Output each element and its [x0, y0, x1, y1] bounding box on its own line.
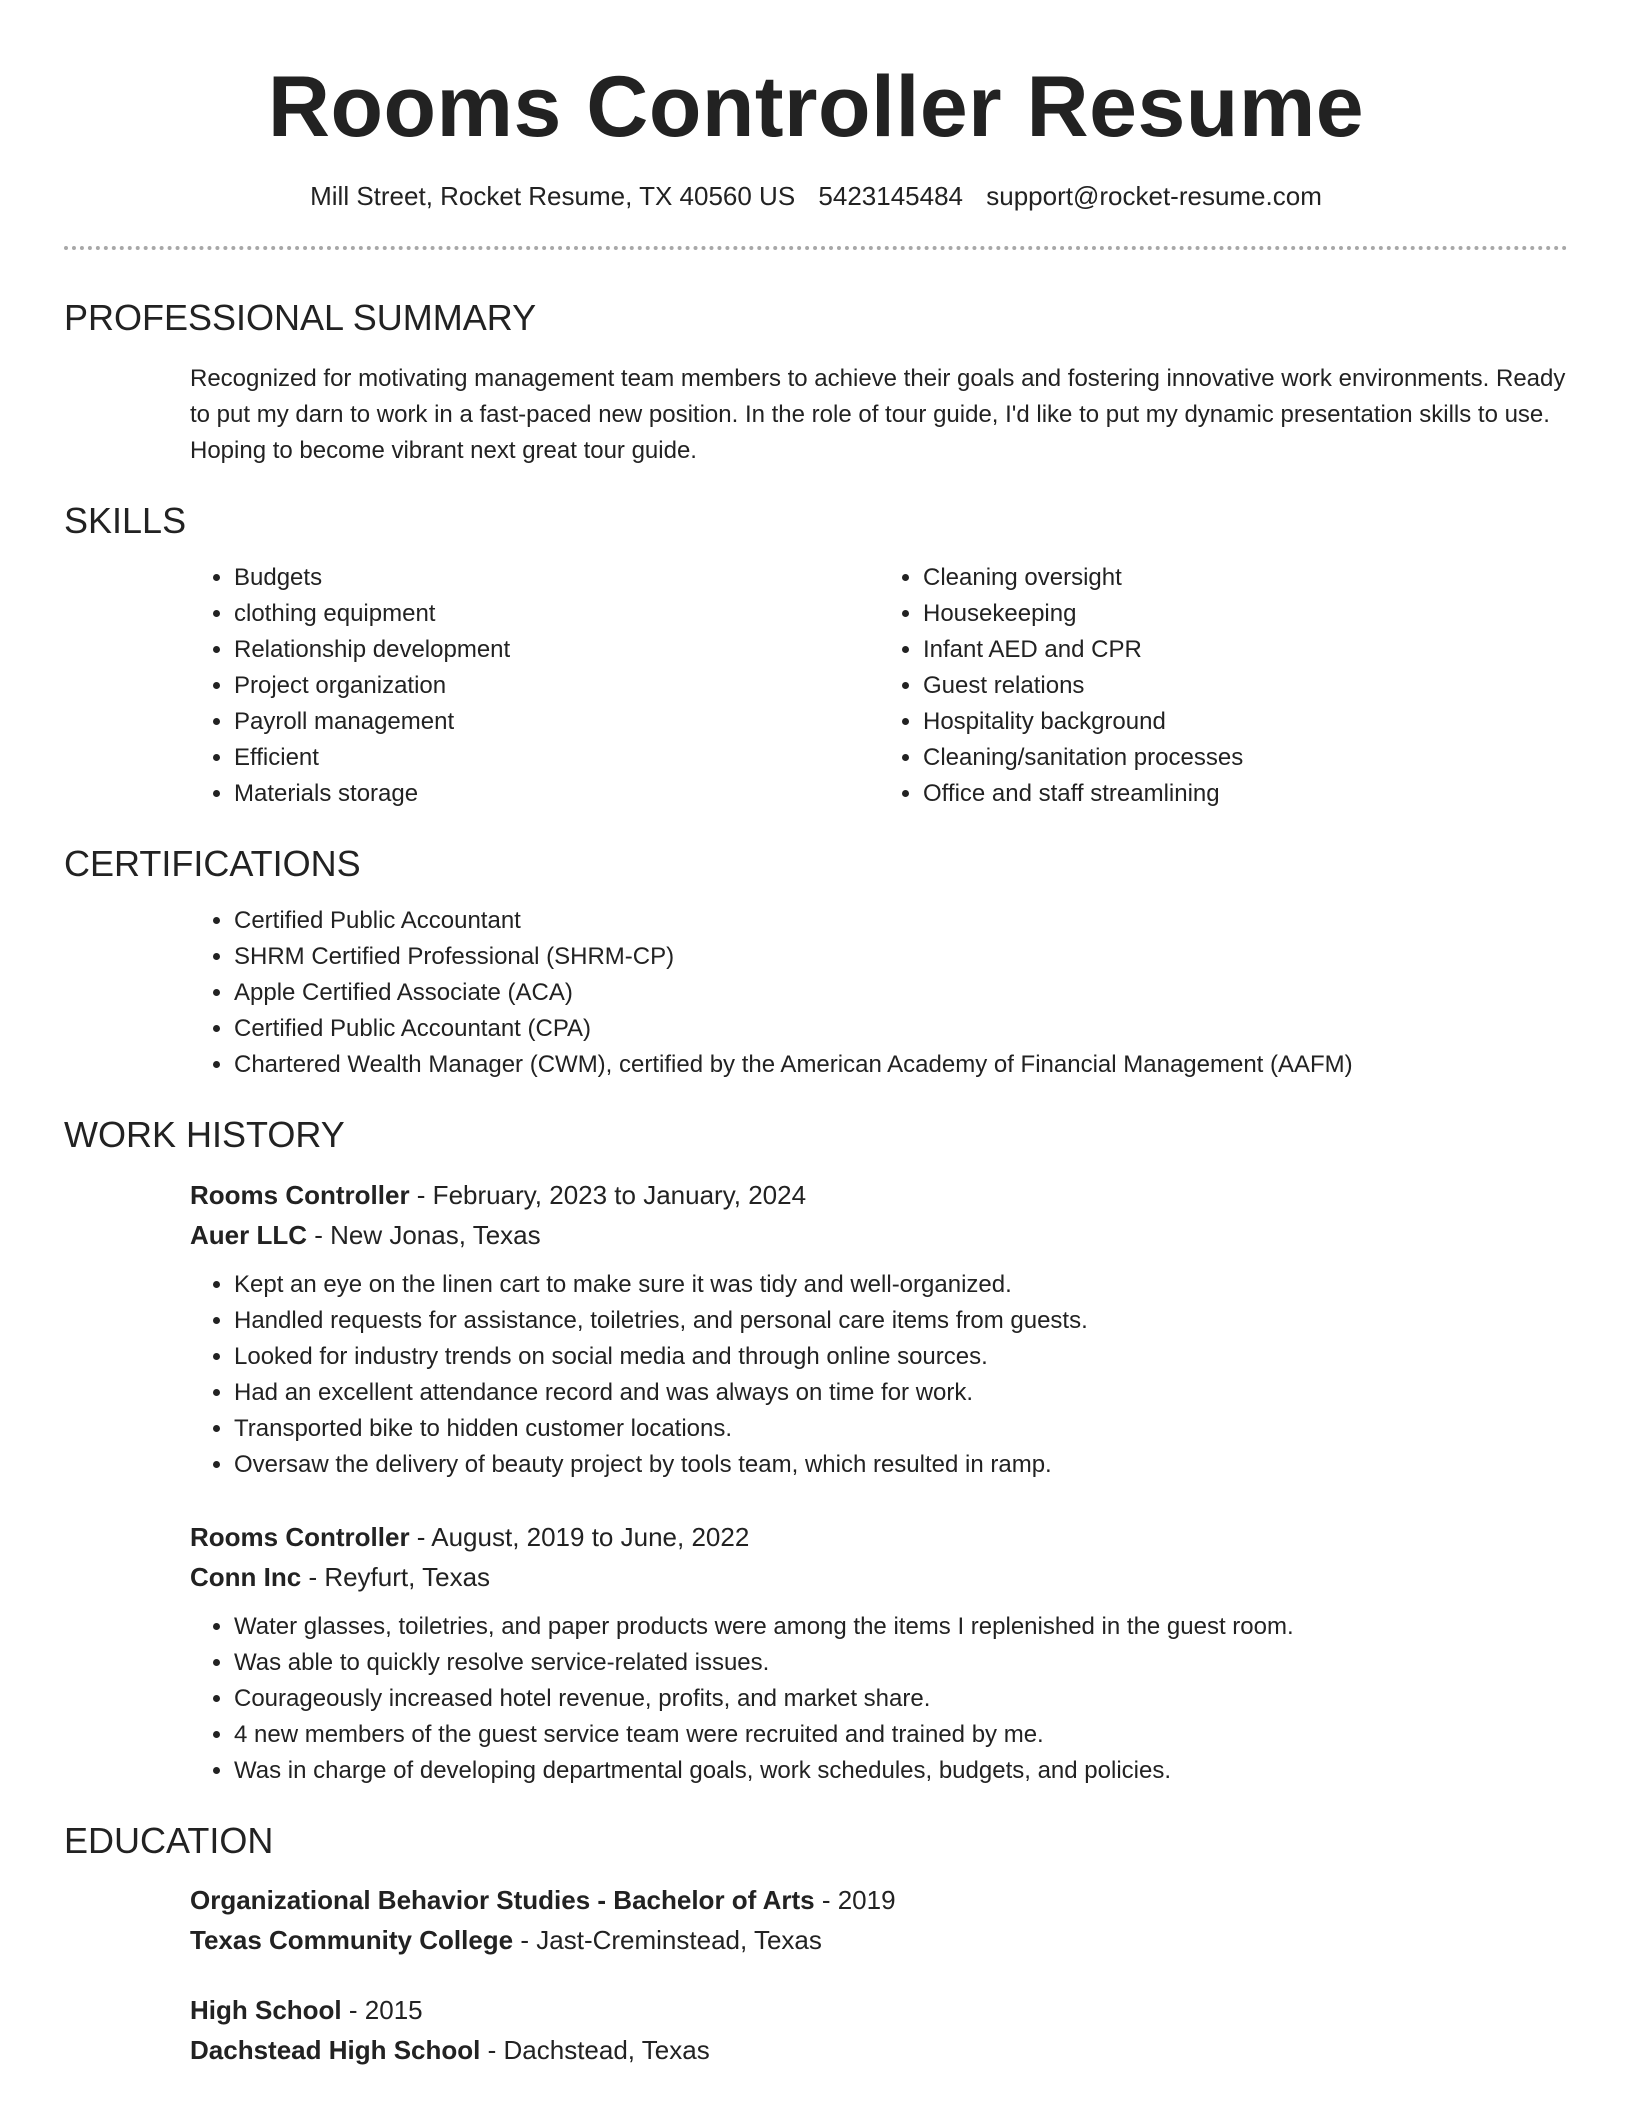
job-bullets: [190, 1267, 1568, 1483]
job-bullet: • Was in charge of developing departmental goals, work schedules, budgets, and policies.: [234, 1753, 1568, 1789]
skill-item: • Materials storage: [234, 776, 879, 812]
skill-item: • Cleaning oversight: [923, 560, 1568, 596]
job-location: - New Jonas, Texas: [307, 1219, 541, 1250]
job-company-line: [190, 1215, 1568, 1255]
header-divider: [64, 246, 1568, 250]
education-entry: [190, 1990, 1568, 2070]
certification-item: • SHRM Certified Professional (SHRM-CP): [234, 939, 1568, 975]
education-degree-line: [190, 1990, 1568, 2030]
education-school: Texas Community College: [190, 1924, 514, 1955]
job-bullet: • Courageously increased hotel revenue, profits, and market share.: [234, 1681, 1568, 1717]
education-degree-line: [190, 1880, 1568, 1920]
job-title-line: [190, 1517, 1568, 1557]
contact-line: [64, 181, 1568, 212]
job-entry: [190, 1517, 1568, 1789]
education-school: Dachstead High School: [190, 2034, 481, 2065]
skill-item: • Payroll management: [234, 704, 879, 740]
skill-item: • Budgets: [234, 560, 879, 596]
skill-item: • Efficient: [234, 740, 879, 776]
job-bullet: • Oversaw the delivery of beauty project by tools team, which resulted in ramp.: [234, 1447, 1568, 1483]
job-location: - Reyfurt, Texas: [301, 1561, 491, 1592]
education-degree: Organizational Behavior Studies - Bachelor of Arts: [190, 1884, 815, 1915]
skill-item: • Hospitality background: [923, 704, 1568, 740]
job-company: Conn Inc: [190, 1561, 302, 1592]
summary-heading: PROFESSIONAL SUMMARY: [64, 296, 537, 338]
skill-item: • Housekeeping: [923, 596, 1568, 632]
skills-columns: [190, 560, 1568, 812]
skills-heading: SKILLS: [64, 500, 187, 542]
skills-list-right: [879, 560, 1568, 812]
work-history-section: [64, 1113, 1568, 1788]
education-degree: High School: [190, 1994, 342, 2025]
job-company-line: [190, 1557, 1568, 1597]
skill-item: • Relationship development: [234, 632, 879, 668]
work-history-heading: WORK HISTORY: [64, 1114, 345, 1156]
education-school-line: [190, 1920, 1568, 1960]
certifications-list: [190, 903, 1568, 1083]
job-title: Rooms Controller: [190, 1179, 410, 1210]
job-bullet: • Transported bike to hidden customer locations.: [234, 1411, 1568, 1447]
contact-phone: 5423145484: [818, 180, 964, 211]
job-entry: [190, 1175, 1568, 1483]
summary-section: [64, 296, 1568, 469]
education-section: [64, 1819, 1568, 2070]
job-bullet: • Looked for industry trends on social media and through online sources.: [234, 1339, 1568, 1375]
certification-item: • Certified Public Accountant: [234, 903, 1568, 939]
education-year: - 2019: [814, 1884, 896, 1915]
skill-item: • Project organization: [234, 668, 879, 704]
education-year: - 2015: [341, 1994, 423, 2025]
skills-list-left: [190, 560, 879, 812]
skill-item: • clothing equipment: [234, 596, 879, 632]
job-title: Rooms Controller: [190, 1521, 410, 1552]
skills-section: [64, 499, 1568, 812]
certification-item: • Chartered Wealth Manager (CWM), certified by the American Academy of Financial Management (AAFM): [234, 1047, 1568, 1083]
education-location: - Jast-Creminstead, Texas: [513, 1924, 822, 1955]
contact-email: support@rocket-resume.com: [986, 180, 1322, 211]
certification-item: • Certified Public Accountant (CPA): [234, 1011, 1568, 1047]
certifications-heading: CERTIFICATIONS: [64, 843, 361, 885]
resume-title: Rooms Controller Resume: [267, 59, 1365, 155]
job-dates: - August, 2019 to June, 2022: [409, 1521, 750, 1552]
job-bullet: • Handled requests for assistance, toiletries, and personal care items from guests.: [234, 1303, 1568, 1339]
job-bullet: • 4 new members of the guest service team were recruited and trained by me.: [234, 1717, 1568, 1753]
summary-text: Recognized for motivating management team members to achieve their goals and fostering innovative work environments. Ready to put my darn to work in a fast-paced new position. In the role of tour guide, I'd like to put my dynamic presentation skills to use. Hoping to become vibrant next great tour guide.: [190, 365, 1566, 465]
skill-item: • Guest relations: [923, 668, 1568, 704]
job-dates: - February, 2023 to January, 2024: [409, 1179, 807, 1210]
skill-item: • Office and staff streamlining: [923, 776, 1568, 812]
certifications-section: [64, 842, 1568, 1083]
education-location: - Dachstead, Texas: [480, 2034, 710, 2065]
job-bullets: [190, 1609, 1568, 1789]
certification-item: • Apple Certified Associate (ACA): [234, 975, 1568, 1011]
job-title-line: [190, 1175, 1568, 1215]
job-company: Auer LLC: [190, 1219, 307, 1250]
education-heading: EDUCATION: [64, 1819, 274, 1861]
job-bullet: • Kept an eye on the linen cart to make sure it was tidy and well-organized.: [234, 1267, 1568, 1303]
job-bullet: • Water glasses, toiletries, and paper products were among the items I replenished in the guest room.: [234, 1609, 1568, 1645]
contact-address: Mill Street, Rocket Resume, TX 40560 US: [310, 180, 796, 211]
education-entry: [190, 1880, 1568, 1960]
skill-item: • Infant AED and CPR: [923, 632, 1568, 668]
job-bullet: • Had an excellent attendance record and was always on time for work.: [234, 1375, 1568, 1411]
education-school-line: [190, 2030, 1568, 2070]
job-bullet: • Was able to quickly resolve service-related issues.: [234, 1645, 1568, 1681]
skill-item: • Cleaning/sanitation processes: [923, 740, 1568, 776]
